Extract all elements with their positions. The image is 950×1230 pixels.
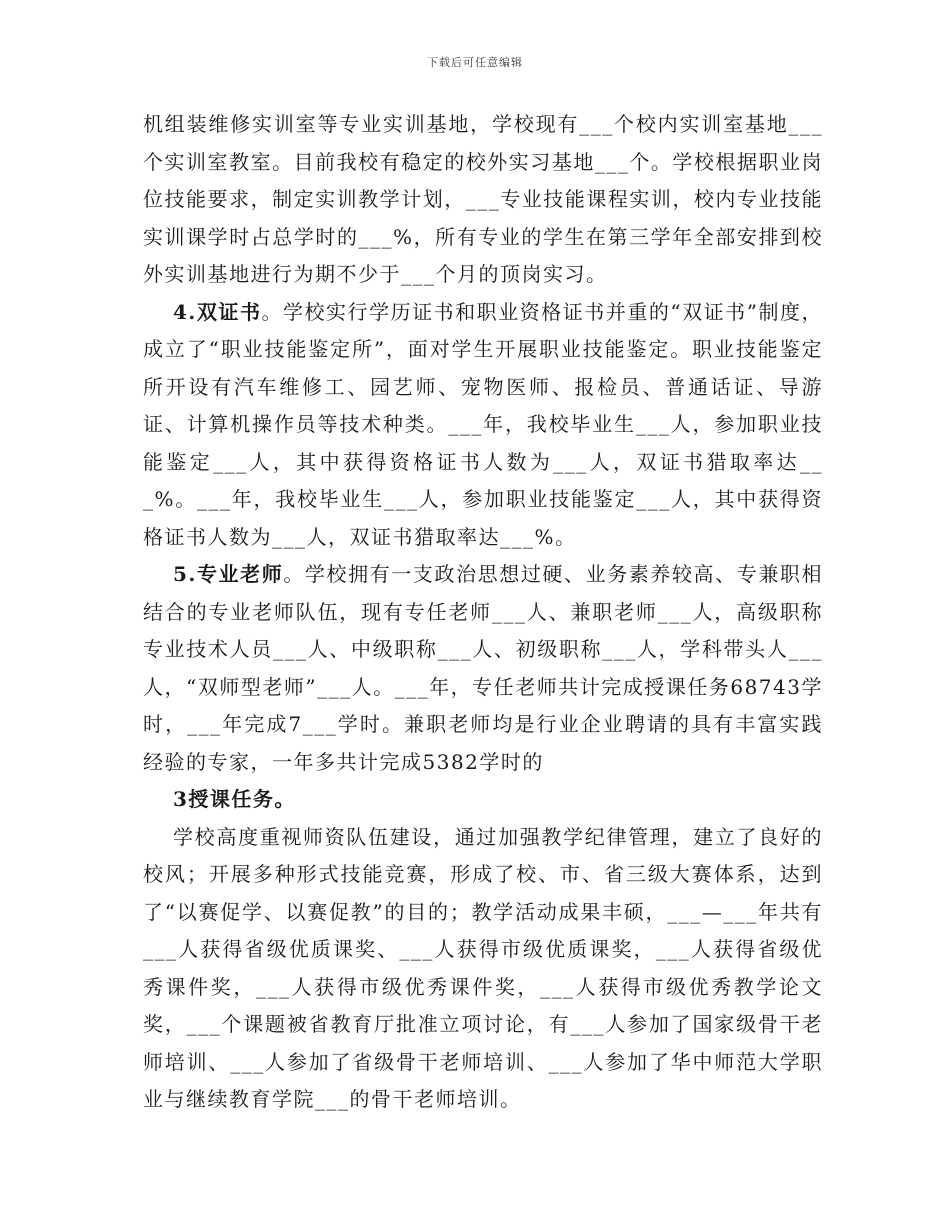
section-lead-dual-certificate: 4.双证书 <box>173 299 262 324</box>
paragraph-dual-certificate-body: 。学校实行学历证书和职业资格证书并重的“双证书”制度，成立了“职业技能鉴定所”，面对学生开展职业技能鉴定。职业技能鉴定所开设有汽车维修工、园艺师、宠物医师、报检员、普通话证、导游证、计算机操作员等技术种类。___年，我校毕业生___人，参加职业技能鉴定___人，其中获得资格证书人数为___人，双证书猎取率达___%。___年，我校毕业生___人，参加职业技能鉴定___人，其中获得资格证书人数为___人，双证书猎取率达___%。 <box>143 299 823 549</box>
paragraph-faculty-building: 学校高度重视师资队伍建设，通过加强教学纪律管理，建立了良好的校风；开展多种形式技能竞赛，形成了校、市、省三级大赛体系，达到了“以赛促学、以赛促教”的目的；教学活动成果丰硕，___—___年共有___人获得省级优质课奖、___人获得市级优质课奖，___人获得省级优秀课件奖，___人获得市级优秀课件奖，___人获得市级优秀教学论文奖，___个课题被省教育厅批准立项讨论，有___人参加了国家级骨干老师培训、___人参加了省级骨干老师培训、___人参加了华中师范大学职业与继续教育学院___的骨干老师培训。 <box>143 824 823 1111</box>
paragraph-dual-certificate <box>143 294 823 557</box>
document-body <box>143 106 823 1119</box>
page-header: 下载后可任意编辑 <box>427 56 523 69</box>
paragraph-training-bases: 机组装维修实训室等专业实训基地，学校现有___个校内实训室基地___个实训室教室。目前我校有稳定的校外实习基地___个。学校根据职业岗位技能要求，制定实训教学计划，___专业技能课程实训，校内专业技能实训课学时占总学时的___%，所有专业的学生在第三学年全部安排到校外实训基地进行为期不少于___个月的顶岗实习。 <box>143 112 823 286</box>
paragraph-professional-teachers-body: 。学校拥有一支政治思想过硬、业务素养较高、专兼职相结合的专业老师队伍，现有专任老师___人、兼职老师___人，高级职称专业技术人员___人、中级职称___人、初级职称___人，学科带头人___人，“双师型老师”___人。___年，专任老师共计完成授课任务68743学时，___年完成7___学时。兼职老师均是行业企业聘请的具有丰富实践经验的专家，一年多共计完成5382学时的 <box>143 562 824 774</box>
section-lead-professional-teachers: 5.专业老师 <box>173 562 284 586</box>
section-heading-teaching-tasks: 3授课任务。 <box>173 787 296 811</box>
paragraph-professional-teachers <box>143 556 823 781</box>
